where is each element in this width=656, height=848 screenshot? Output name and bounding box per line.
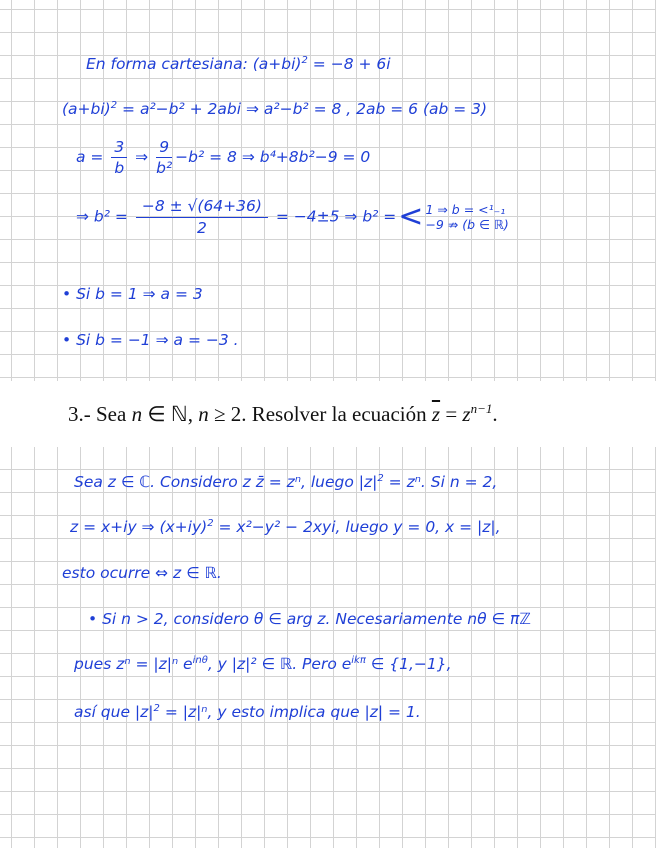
problem-statement <box>68 402 498 427</box>
cases <box>425 202 508 232</box>
rest: = x²−y² − 2xyi, luego y = 0, x = |z|, <box>213 518 501 536</box>
fraction-9-over-b2: $\frac{9}{\text{b²}}$ <box>156 138 173 177</box>
exp-two: 2 <box>301 55 308 66</box>
handwritten-line-pues <box>74 654 452 674</box>
problem-number: 3.- Sea <box>68 402 127 426</box>
in-naturals: ∈ ℕ, <box>147 402 193 426</box>
period: . <box>492 402 498 426</box>
exp: 2 <box>207 518 214 529</box>
handwritten-line-n-gt-2: • Si n > 2, considero θ ∈ arg z. Necesariamente nθ ∈ πℤ <box>88 610 531 628</box>
implies: ⇒ <box>135 148 149 166</box>
handwritten-line-cartesian <box>86 54 391 74</box>
prefix: a = <box>76 148 104 166</box>
exp: 2 <box>153 703 160 714</box>
rhs: = a²−b² + 2abi ⇒ a²−b² = 8 , 2ab = 6 (ab = 3) <box>117 100 488 118</box>
quartic: −b² = 8 ⇒ b⁴+8b²−9 = 0 <box>175 148 371 166</box>
part-b: , y |z|² ∈ ℝ. Pero e <box>207 655 352 673</box>
eq-rhs: = −8 + 6i <box>307 55 391 73</box>
part-a: pues zⁿ = |z|ⁿ e <box>74 655 193 673</box>
fraction-quadratic-formula: $\frac{-8 \pm √(64+36)}{2}$ <box>136 197 268 237</box>
equals: = <box>445 402 458 426</box>
handwritten-case-bminus1: • Si b = −1 ⇒ a = −3 . <box>62 331 239 349</box>
lhs-exp: 2 <box>110 100 118 111</box>
rest: = zⁿ. Si n = 2, <box>383 473 498 491</box>
exp: 2 <box>377 473 384 484</box>
exp-ik-pi: ikπ <box>351 655 366 666</box>
z-conjugate: $\overline{z}$ <box>431 402 441 426</box>
handwritten-line-quadratic <box>76 197 509 237</box>
case-top: 1 ⇒ b = <¹₋₁ <box>425 202 506 217</box>
part-b: = |z|ⁿ, y esto implica que |z| = 1. <box>159 703 421 721</box>
part-c: ∈ {1,−1}, <box>365 655 452 673</box>
prefix: ⇒ b² = <box>76 207 128 226</box>
handwritten-line-conclusion <box>74 702 421 722</box>
exponent-n-minus-1: n−1 <box>470 401 493 416</box>
text: z = x+iy ⇒ (x+iy) <box>70 518 208 536</box>
var-z: z <box>462 402 471 426</box>
eq-a-plus-bi: (a+bi) <box>252 55 302 73</box>
result: = −4±5 ⇒ b² = <box>275 207 397 226</box>
handwritten-line-expand <box>62 99 487 119</box>
var-n-2: n <box>198 402 209 426</box>
handwritten-case-b1: • Si b = 1 ⇒ a = 3 <box>62 285 203 303</box>
case-bottom: −9 ⇏ (b ∈ ℝ) <box>425 217 509 232</box>
case-brace: < <box>398 199 424 234</box>
handwritten-line-real: esto ocurre ⇔ z ∈ ℝ. <box>62 564 222 582</box>
part-a: así que |z| <box>74 703 154 721</box>
handwritten-line-solve-a <box>76 138 370 177</box>
handwritten-line-sea <box>74 472 497 492</box>
exp-in-theta: inθ <box>192 655 208 666</box>
fraction-3-over-b: $\frac{3}{b}$ <box>111 138 127 177</box>
handwritten-line-n2-case <box>70 517 501 537</box>
problem-text: ≥ 2. Resolver la ecuación <box>213 402 427 426</box>
lhs: (a+bi) <box>62 100 111 118</box>
var-n: n <box>131 402 143 426</box>
text: Sea z ∈ ℂ. Considero z z̄ = zⁿ, luego |z| <box>74 473 378 491</box>
label-cartesian: En forma cartesiana: <box>86 55 248 73</box>
